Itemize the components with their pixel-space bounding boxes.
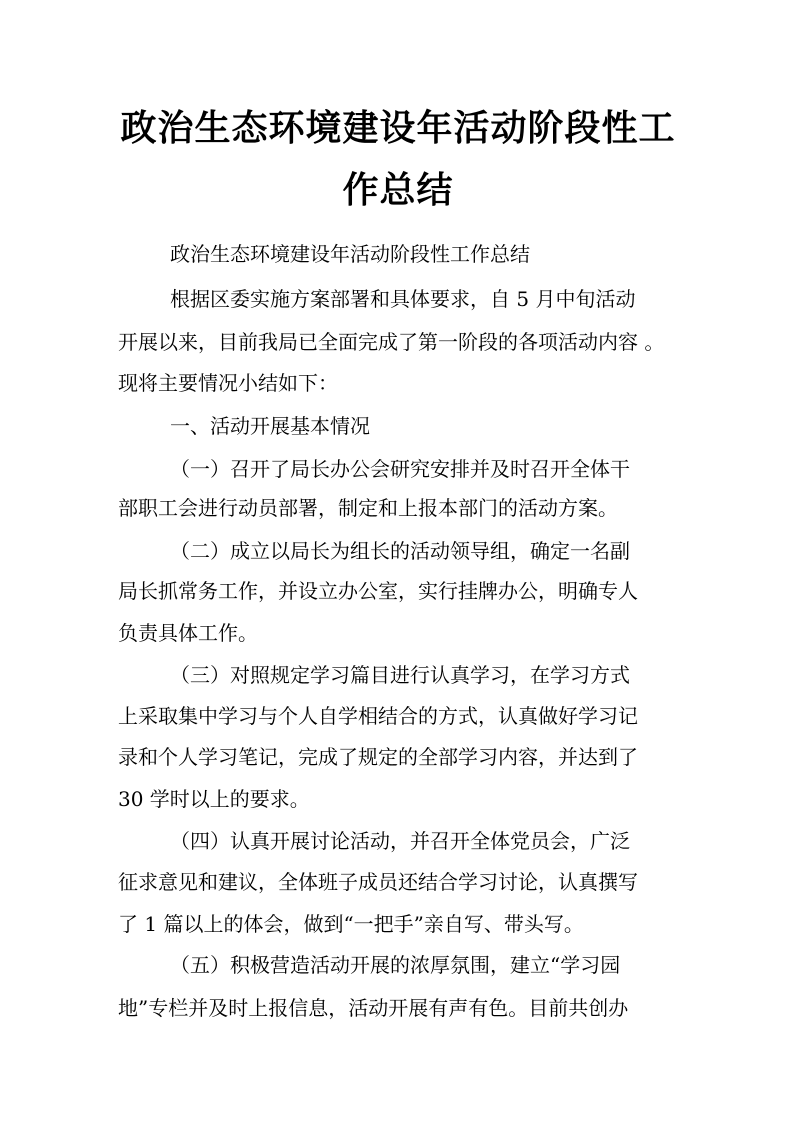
item-5-line-2: 地”专栏并及时上报信息，活动开展有声有色。目前共创办 <box>118 996 629 1020</box>
item-2-line-2: 局长抓常务工作，并设立办公室，实行挂牌办公，明确专人 <box>118 579 638 603</box>
intro-line-1: 根据区委实施方案部署和具体要求，自 5 月中旬活动 <box>170 287 636 311</box>
intro-line-3: 现将主要情况小结如下： <box>118 371 338 395</box>
item-3-line-1: （三）对照规定学习篇目进行认真学习，在学习方式 <box>170 663 630 687</box>
item-4-line-3: 了 1 篇以上的体会，做到“一把手”亲自写、带头写。 <box>118 912 584 936</box>
item-4-line-1: （四）认真开展讨论活动，并召开全体党员会，广泛 <box>170 829 630 853</box>
item-1-line-2: 部职工会进行动员部署，制定和上报本部门的活动方案。 <box>118 496 618 520</box>
item-3-line-2: 上采取集中学习与个人自学相结合的方式，认真做好学习记 <box>118 704 638 728</box>
item-1-line-1: （一）召开了局长办公会研究安排并及时召开全体干 <box>170 457 630 481</box>
item-3-line-4: 30 学时以上的要求。 <box>118 787 310 811</box>
document-title-line-2: 作总结 <box>342 169 454 211</box>
intro-line-2: 开展以来，目前我局已全面完成了第一阶段的各项活动内容 。 <box>118 330 665 354</box>
item-4-line-2: 征求意见和建议，全体班子成员还结合学习讨论，认真撰写 <box>118 870 638 894</box>
document-title-line-1: 政治生态环境建设年活动阶段性工 <box>120 107 676 149</box>
item-5-line-1: （五）积极营造活动开展的浓厚氛围，建立“学习园 <box>170 953 621 977</box>
section-heading: 一、活动开展基本情况 <box>170 414 370 438</box>
item-2-line-1: （二）成立以局长为组长的活动领导组，确定一名副 <box>170 539 630 563</box>
item-2-line-3: 负责具体工作。 <box>118 621 258 645</box>
document-subtitle: 政治生态环境建设年活动阶段性工作总结 <box>170 242 530 266</box>
item-3-line-3: 录和个人学习笔记，完成了规定的全部学习内容，并达到了 <box>118 745 638 769</box>
